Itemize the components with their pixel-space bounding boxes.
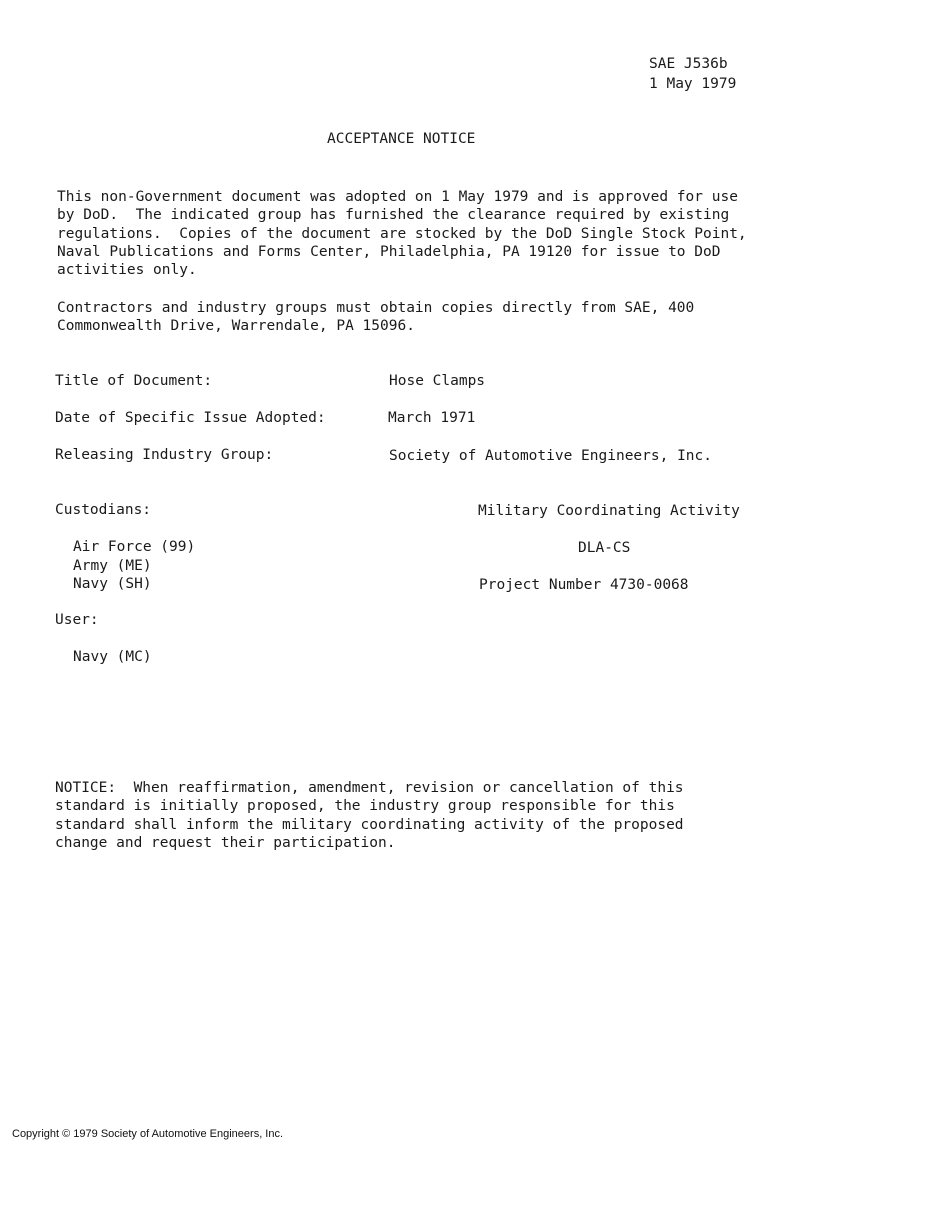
releasing-group-value: Society of Automotive Engineers, Inc. — [389, 448, 713, 464]
copyright-notice: Copyright © 1979 Society of Automotive Engineers, Inc. — [12, 1128, 284, 1140]
contractor-line: Contractors and industry groups must obtain copies directly from SAE, 400 — [57, 300, 695, 316]
custodian-item: Air Force (99) — [73, 539, 196, 555]
custodians-label: Custodians: — [55, 502, 152, 518]
coordinating-activity-label: Military Coordinating Activity — [478, 503, 740, 519]
title-of-document-label: Title of Document: — [55, 373, 213, 389]
notice-paragraph — [55, 779, 795, 852]
intro-line: This non-Government document was adopted on 1 May 1979 and is approved for use — [57, 189, 738, 205]
notice-line: NOTICE: When reaffirmation, amendment, revision or cancellation of this — [55, 780, 684, 796]
custodian-item: Army (ME) — [73, 558, 152, 574]
page-title: ACCEPTANCE NOTICE — [327, 131, 476, 147]
intro-line: by DoD. The indicated group has furnished the clearance required by existing — [57, 207, 730, 224]
intro-paragraph — [57, 188, 797, 279]
title-of-document-value: Hose Clamps — [389, 373, 486, 389]
project-number: Project Number 4730-0068 — [479, 577, 689, 593]
user-item: Navy (MC) — [73, 649, 152, 665]
coordinating-activity-code: DLA-CS — [578, 540, 631, 556]
contractor-paragraph — [57, 299, 797, 336]
notice-line: standard is initially proposed, the industry group responsible for this — [55, 798, 675, 815]
intro-line: regulations. Copies of the document are stocked by the DoD Single Stock Point, — [57, 225, 747, 242]
notice-line: change and request their participation. — [55, 834, 396, 851]
notice-line: standard shall inform the military coordinating activity of the proposed — [55, 816, 684, 833]
intro-line: Naval Publications and Forms Center, Philadelphia, PA 19120 for issue to DoD — [57, 243, 721, 260]
custodian-item: Navy (SH) — [73, 576, 152, 592]
releasing-group-label: Releasing Industry Group: — [55, 447, 274, 463]
user-label: User: — [55, 612, 99, 628]
intro-line: activities only. — [57, 262, 197, 279]
contractor-line: Commonwealth Drive, Warrendale, PA 15096. — [57, 318, 415, 335]
date-adopted-label: Date of Specific Issue Adopted: — [55, 410, 326, 426]
date-adopted-value: March 1971 — [388, 410, 476, 426]
document-date: 1 May 1979 — [649, 76, 737, 92]
document-number: SAE J536b — [649, 56, 728, 72]
